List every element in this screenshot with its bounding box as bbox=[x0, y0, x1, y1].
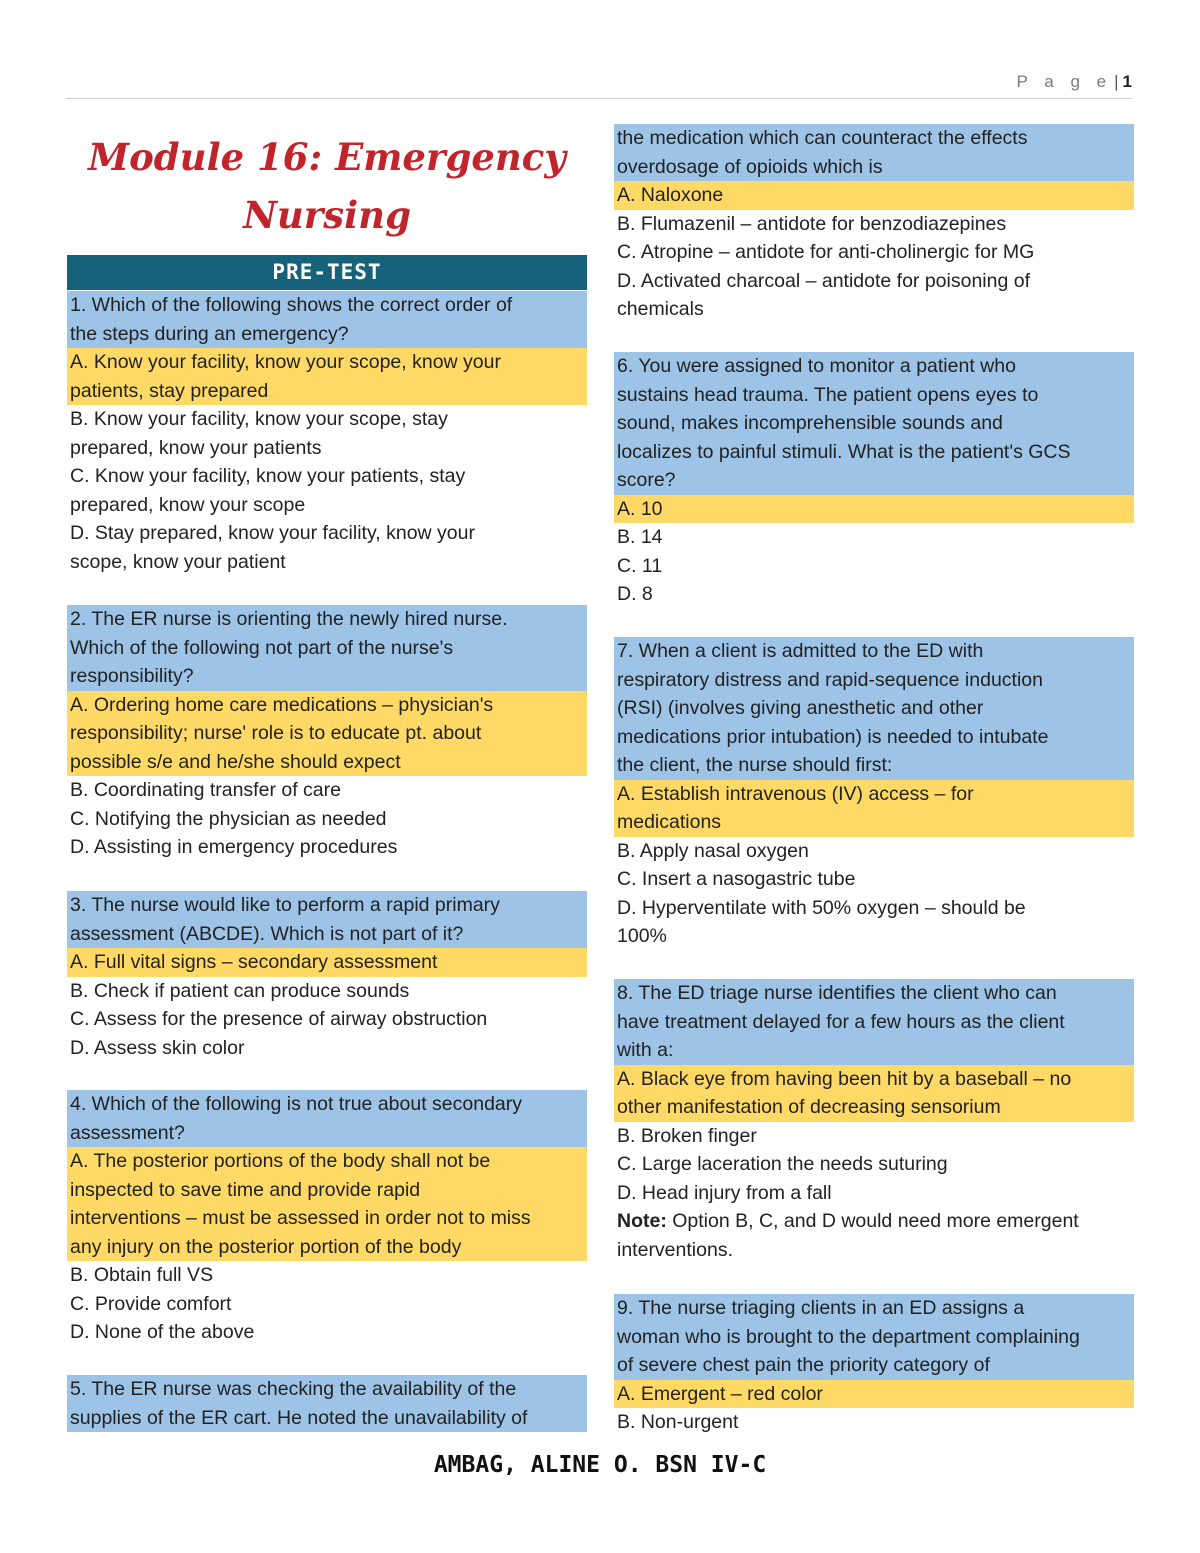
correct-answer: patients, stay prepared bbox=[67, 377, 587, 406]
question-text: responsibility? bbox=[67, 662, 587, 691]
title-line-2: Nursing bbox=[243, 193, 411, 237]
question-block bbox=[614, 352, 1134, 609]
question-text: the steps during an emergency? bbox=[67, 320, 587, 349]
correct-answer: A. Establish intravenous (IV) access – for bbox=[614, 780, 1134, 809]
correct-answer: interventions – must be assessed in order not to miss bbox=[67, 1204, 587, 1233]
correct-answer: medications bbox=[614, 808, 1134, 837]
answer-option: prepared, know your scope bbox=[70, 493, 306, 516]
question-text: assessment? bbox=[67, 1119, 587, 1148]
question-text: 8. The ED triage nurse identifies the client who can bbox=[614, 979, 1134, 1008]
answer-option: B. Check if patient can produce sounds bbox=[70, 979, 410, 1002]
answer-option: D. 8 bbox=[617, 583, 653, 605]
correct-answer: other manifestation of decreasing sensorium bbox=[614, 1093, 1134, 1122]
note-label: Note: bbox=[617, 1210, 667, 1232]
answer-option: C. Large laceration the needs suturing bbox=[617, 1153, 948, 1175]
answer-option: C. Provide comfort bbox=[70, 1292, 232, 1315]
question-text: respiratory distress and rapid-sequence induction bbox=[614, 666, 1134, 695]
answer-option: D. None of the above bbox=[70, 1321, 255, 1343]
question-block bbox=[67, 605, 587, 862]
page-number: 1 bbox=[1122, 72, 1132, 91]
question-text: 9. The nurse triaging clients in an ED assigns a bbox=[614, 1294, 1134, 1323]
question-text: 4. Which of the following is not true about secondary bbox=[67, 1090, 587, 1119]
question-block bbox=[614, 1294, 1134, 1437]
answer-option: C. Atropine – antidote for anti-cholinergic for MG bbox=[617, 241, 1035, 263]
question-block bbox=[67, 1375, 587, 1432]
correct-answer: A. 10 bbox=[614, 495, 1134, 524]
question-text: the client, the nurse should first: bbox=[614, 751, 1134, 780]
answer-option: B. Non-urgent bbox=[617, 1411, 739, 1433]
correct-answer: A. Full vital signs – secondary assessment bbox=[67, 948, 587, 977]
correct-answer: A. Black eye from having been hit by a baseball – no bbox=[614, 1065, 1134, 1094]
answer-option: 100% bbox=[617, 925, 667, 947]
question-text: 5. The ER nurse was checking the availability of the bbox=[67, 1375, 587, 1404]
question-text: overdosage of opioids which is bbox=[614, 153, 1134, 182]
page-header: P a g e | 1 bbox=[66, 72, 1132, 99]
question-text: of severe chest pain the priority category of bbox=[614, 1351, 1134, 1380]
answer-option: B. Broken finger bbox=[617, 1124, 757, 1147]
note-text: interventions. bbox=[617, 1238, 733, 1261]
question-text: score? bbox=[614, 466, 1134, 495]
question-block bbox=[614, 637, 1134, 951]
question-block bbox=[614, 124, 1134, 324]
correct-answer: A. Emergent – red color bbox=[614, 1380, 1134, 1409]
correct-answer: responsibility; nurse' role is to educate pt. about bbox=[67, 719, 587, 748]
note-text: Option B, C, and D would need more emergent bbox=[666, 1210, 1079, 1232]
correct-answer: A. Naloxone bbox=[614, 181, 1134, 210]
answer-option: C. Notifying the physician as needed bbox=[70, 807, 387, 830]
answer-option: D. Stay prepared, know your facility, know your bbox=[70, 522, 475, 544]
answer-option: B. Coordinating transfer of care bbox=[70, 779, 341, 801]
page-label: P a g e bbox=[1016, 72, 1113, 91]
answer-option: D. Assess skin color bbox=[70, 1036, 245, 1059]
document-title bbox=[67, 128, 587, 244]
answer-option: C. Know your facility, know your patients, stay bbox=[70, 465, 466, 487]
question-block bbox=[67, 291, 587, 576]
question-text: Which of the following not part of the nurse's bbox=[67, 634, 587, 663]
question-text: 2. The ER nurse is orienting the newly hired nurse. bbox=[67, 605, 587, 634]
question-text: woman who is brought to the department complaining bbox=[614, 1323, 1134, 1352]
answer-option: scope, know your patient bbox=[70, 550, 286, 573]
question-text: 6. You were assigned to monitor a patient who bbox=[614, 352, 1134, 381]
correct-answer: any injury on the posterior portion of the body bbox=[67, 1233, 587, 1262]
answer-option: B. Know your facility, know your scope, stay bbox=[70, 408, 448, 430]
question-text: medications prior intubation) is needed to intubate bbox=[614, 723, 1134, 752]
answer-option: C. Insert a nasogastric tube bbox=[617, 868, 856, 890]
question-text: sustains head trauma. The patient opens eyes to bbox=[614, 381, 1134, 410]
question-text: 1. Which of the following shows the correct order of bbox=[67, 291, 587, 320]
answer-option: B. Apply nasal oxygen bbox=[617, 839, 809, 862]
question-block bbox=[614, 979, 1134, 1264]
question-block bbox=[67, 1090, 587, 1347]
answer-option: D. Head injury from a fall bbox=[617, 1181, 832, 1204]
answer-option: D. Assisting in emergency procedures bbox=[70, 836, 398, 858]
question-text: 3. The nurse would like to perform a rapid primary bbox=[67, 891, 587, 920]
title-line-1: Module 16: Emergency bbox=[88, 135, 566, 179]
answer-option: B. Flumazenil – antidote for benzodiazepines bbox=[617, 212, 1007, 235]
question-text: 7. When a client is admitted to the ED with bbox=[614, 637, 1134, 666]
question-text: localizes to painful stimuli. What is the patient's GCS bbox=[614, 438, 1134, 467]
correct-answer: A. The posterior portions of the body shall not be bbox=[67, 1147, 587, 1176]
pretest-banner: PRE-TEST bbox=[67, 255, 587, 290]
answer-option: B. Obtain full VS bbox=[70, 1264, 214, 1286]
correct-answer: A. Know your facility, know your scope, know your bbox=[67, 348, 587, 377]
correct-answer: inspected to save time and provide rapid bbox=[67, 1176, 587, 1205]
answer-option: chemicals bbox=[617, 298, 704, 320]
question-text: supplies of the ER cart. He noted the unavailability of bbox=[67, 1404, 587, 1433]
author-footer: AMBAG, ALINE O. BSN IV-C bbox=[433, 1452, 767, 1478]
correct-answer: possible s/e and he/she should expect bbox=[67, 748, 587, 777]
question-text: have treatment delayed for a few hours as the client bbox=[614, 1008, 1134, 1037]
question-text: the medication which can counteract the effects bbox=[614, 124, 1134, 153]
answer-option: C. Assess for the presence of airway obstruction bbox=[70, 1008, 488, 1030]
question-text: assessment (ABCDE). Which is not part of it? bbox=[67, 920, 587, 949]
correct-answer: A. Ordering home care medications – physician's bbox=[67, 691, 587, 720]
question-text: with a: bbox=[614, 1036, 1134, 1065]
answer-note bbox=[614, 1236, 1134, 1265]
question-text: sound, makes incomprehensible sounds and bbox=[614, 409, 1134, 438]
answer-option: prepared, know your patients bbox=[70, 436, 322, 459]
question-block bbox=[67, 891, 587, 1062]
answer-note bbox=[614, 1207, 1134, 1236]
question-text: (RSI) (involves giving anesthetic and other bbox=[614, 694, 1134, 723]
answer-option: D. Hyperventilate with 50% oxygen – should be bbox=[617, 896, 1026, 919]
answer-option: C. 11 bbox=[617, 554, 663, 577]
answer-option: D. Activated charcoal – antidote for poisoning of bbox=[617, 269, 1031, 292]
answer-option: B. 14 bbox=[617, 526, 663, 548]
